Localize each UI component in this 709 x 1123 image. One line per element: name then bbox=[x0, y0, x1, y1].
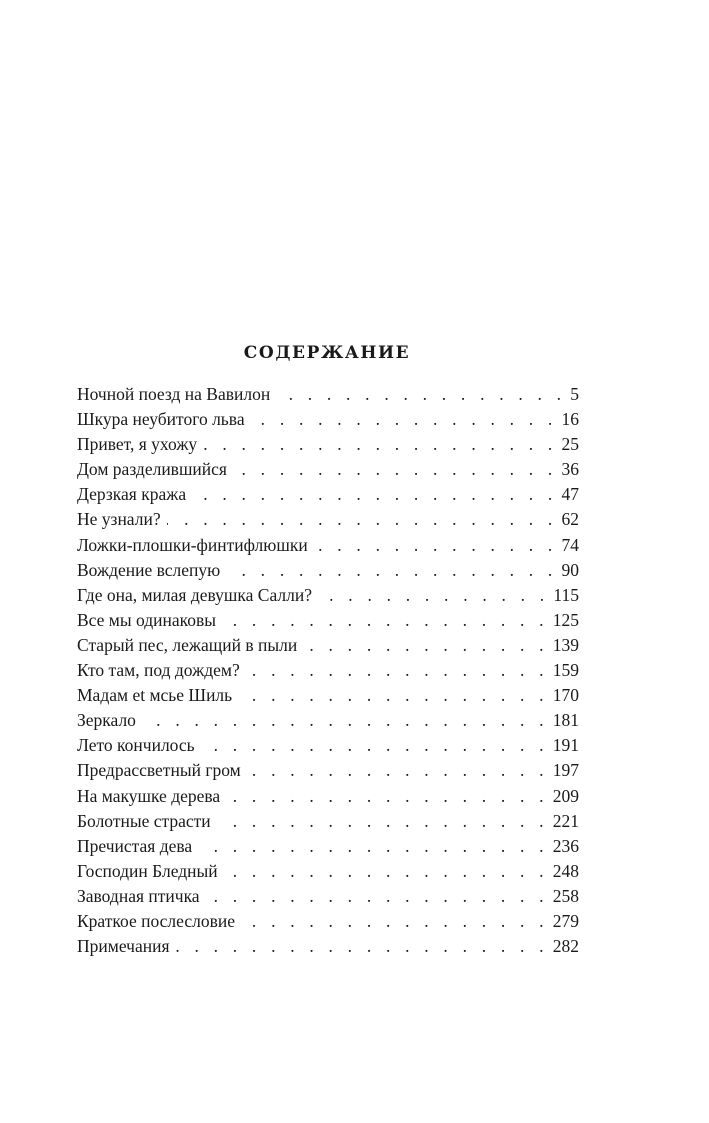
toc-entry bbox=[77, 758, 579, 783]
toc-entry bbox=[77, 708, 579, 733]
toc-entry bbox=[77, 558, 579, 583]
dot-leader bbox=[206, 884, 549, 909]
toc-page-number: 282 bbox=[552, 936, 579, 957]
toc-entry bbox=[77, 457, 579, 482]
toc-entry-title: Ложки-плошки-финтифлюшки bbox=[77, 534, 308, 555]
toc-page-number: 209 bbox=[552, 785, 579, 806]
toc-page-number: 47 bbox=[561, 484, 579, 505]
toc-entry-title: Дом разделившийся bbox=[77, 459, 227, 480]
toc-entry bbox=[77, 583, 579, 608]
toc-entry-title: Все мы одинаковы bbox=[77, 609, 217, 630]
toc-entry-title: Лето кончилось bbox=[77, 735, 195, 756]
toc-page-number: 159 bbox=[552, 660, 579, 681]
toc-entry-title: Кто там, под дождем? bbox=[77, 660, 240, 681]
toc-page-number: 25 bbox=[561, 434, 579, 455]
toc-entry bbox=[77, 382, 579, 407]
dot-leader bbox=[318, 583, 549, 608]
toc-entry-title: Шкура неубитого льва bbox=[77, 409, 245, 430]
toc-entry-title: Зеркало bbox=[77, 710, 136, 731]
toc-entry-title: Старый пес, лежащий в пыли bbox=[77, 634, 298, 655]
toc-entry bbox=[77, 834, 579, 859]
toc-entry bbox=[77, 432, 579, 457]
toc-entry bbox=[77, 784, 579, 809]
toc-entry-title: На макушке дерева bbox=[77, 785, 221, 806]
toc-page-number: 248 bbox=[552, 860, 579, 881]
toc-entry-title: Не узнали? bbox=[77, 509, 161, 530]
toc-page-number: 115 bbox=[553, 584, 579, 605]
toc-entry bbox=[77, 658, 579, 683]
toc-page-number: 139 bbox=[552, 634, 579, 655]
toc-entry-title: Дерзкая кража bbox=[77, 484, 187, 505]
dot-leader bbox=[217, 809, 549, 834]
toc-page-number: 197 bbox=[552, 760, 579, 781]
dot-leader bbox=[226, 558, 557, 583]
dot-leader bbox=[233, 457, 558, 482]
dot-leader bbox=[314, 533, 558, 558]
toc-page-number: 125 bbox=[552, 609, 579, 630]
toc-entry bbox=[77, 733, 579, 758]
toc-page-number: 279 bbox=[552, 910, 579, 931]
toc-page-number: 90 bbox=[561, 559, 579, 580]
toc-page-number: 221 bbox=[552, 810, 579, 831]
toc-entry-title: Вождение вслепую bbox=[77, 559, 221, 580]
dot-leader bbox=[201, 733, 549, 758]
toc-page-number: 5 bbox=[570, 384, 579, 404]
dot-leader bbox=[192, 482, 557, 507]
dot-leader bbox=[303, 633, 549, 658]
toc-entry-title: Пречистая дева bbox=[77, 835, 193, 856]
toc-entry-title: Где она, милая девушка Салли? bbox=[77, 584, 312, 605]
toc-entry-title: Ночной поезд на Вавилон bbox=[77, 384, 271, 404]
toc-entry bbox=[77, 608, 579, 633]
toc-entry-title: Предрассветный гром bbox=[77, 760, 241, 781]
toc-entry bbox=[77, 859, 579, 884]
dot-leader bbox=[167, 507, 558, 532]
toc-page-number: 16 bbox=[561, 409, 579, 430]
dot-leader bbox=[226, 784, 549, 809]
toc-page-number: 181 bbox=[552, 710, 579, 731]
toc-entry bbox=[77, 533, 579, 558]
dot-leader bbox=[246, 658, 549, 683]
toc-entry bbox=[77, 683, 579, 708]
toc-entry bbox=[77, 407, 579, 432]
toc-entry bbox=[77, 482, 579, 507]
dot-leader bbox=[238, 683, 549, 708]
dot-leader bbox=[241, 909, 549, 934]
toc-page-number: 170 bbox=[552, 685, 579, 706]
table-of-contents bbox=[77, 382, 579, 959]
toc-entry bbox=[77, 884, 579, 909]
toc-entry bbox=[77, 934, 579, 959]
dot-leader bbox=[247, 758, 549, 783]
toc-page-number: 258 bbox=[552, 885, 579, 906]
toc-entry bbox=[77, 909, 579, 934]
dot-leader bbox=[224, 859, 549, 884]
toc-entry bbox=[77, 633, 579, 658]
dot-leader bbox=[222, 608, 549, 633]
toc-entry-title: Господин Бледный bbox=[77, 860, 218, 881]
dot-leader bbox=[142, 708, 549, 733]
dot-leader bbox=[203, 432, 557, 457]
dot-leader bbox=[276, 382, 566, 407]
toc-page-number: 36 bbox=[561, 459, 579, 480]
toc-entry-title: Привет, я ухожу bbox=[77, 434, 198, 455]
toc-entry-title: Заводная птичка bbox=[77, 885, 200, 906]
dot-leader bbox=[176, 934, 549, 959]
toc-page-number: 62 bbox=[561, 509, 579, 530]
dot-leader bbox=[251, 407, 558, 432]
toc-page-number: 74 bbox=[561, 534, 579, 555]
toc-title: СОДЕРЖАНИЕ bbox=[243, 343, 411, 363]
toc-entry bbox=[77, 809, 579, 834]
toc-entry bbox=[77, 507, 579, 532]
toc-entry-title: Примечания bbox=[77, 936, 170, 957]
toc-entry-title: Краткое послесловие bbox=[77, 910, 236, 931]
toc-page-number: 191 bbox=[552, 735, 579, 756]
toc-entry-title: Болотные страсти bbox=[77, 810, 211, 831]
dot-leader bbox=[198, 834, 549, 859]
toc-page-number: 236 bbox=[552, 835, 579, 856]
toc-entry-title: Мадам et мсье Шиль bbox=[77, 685, 233, 706]
